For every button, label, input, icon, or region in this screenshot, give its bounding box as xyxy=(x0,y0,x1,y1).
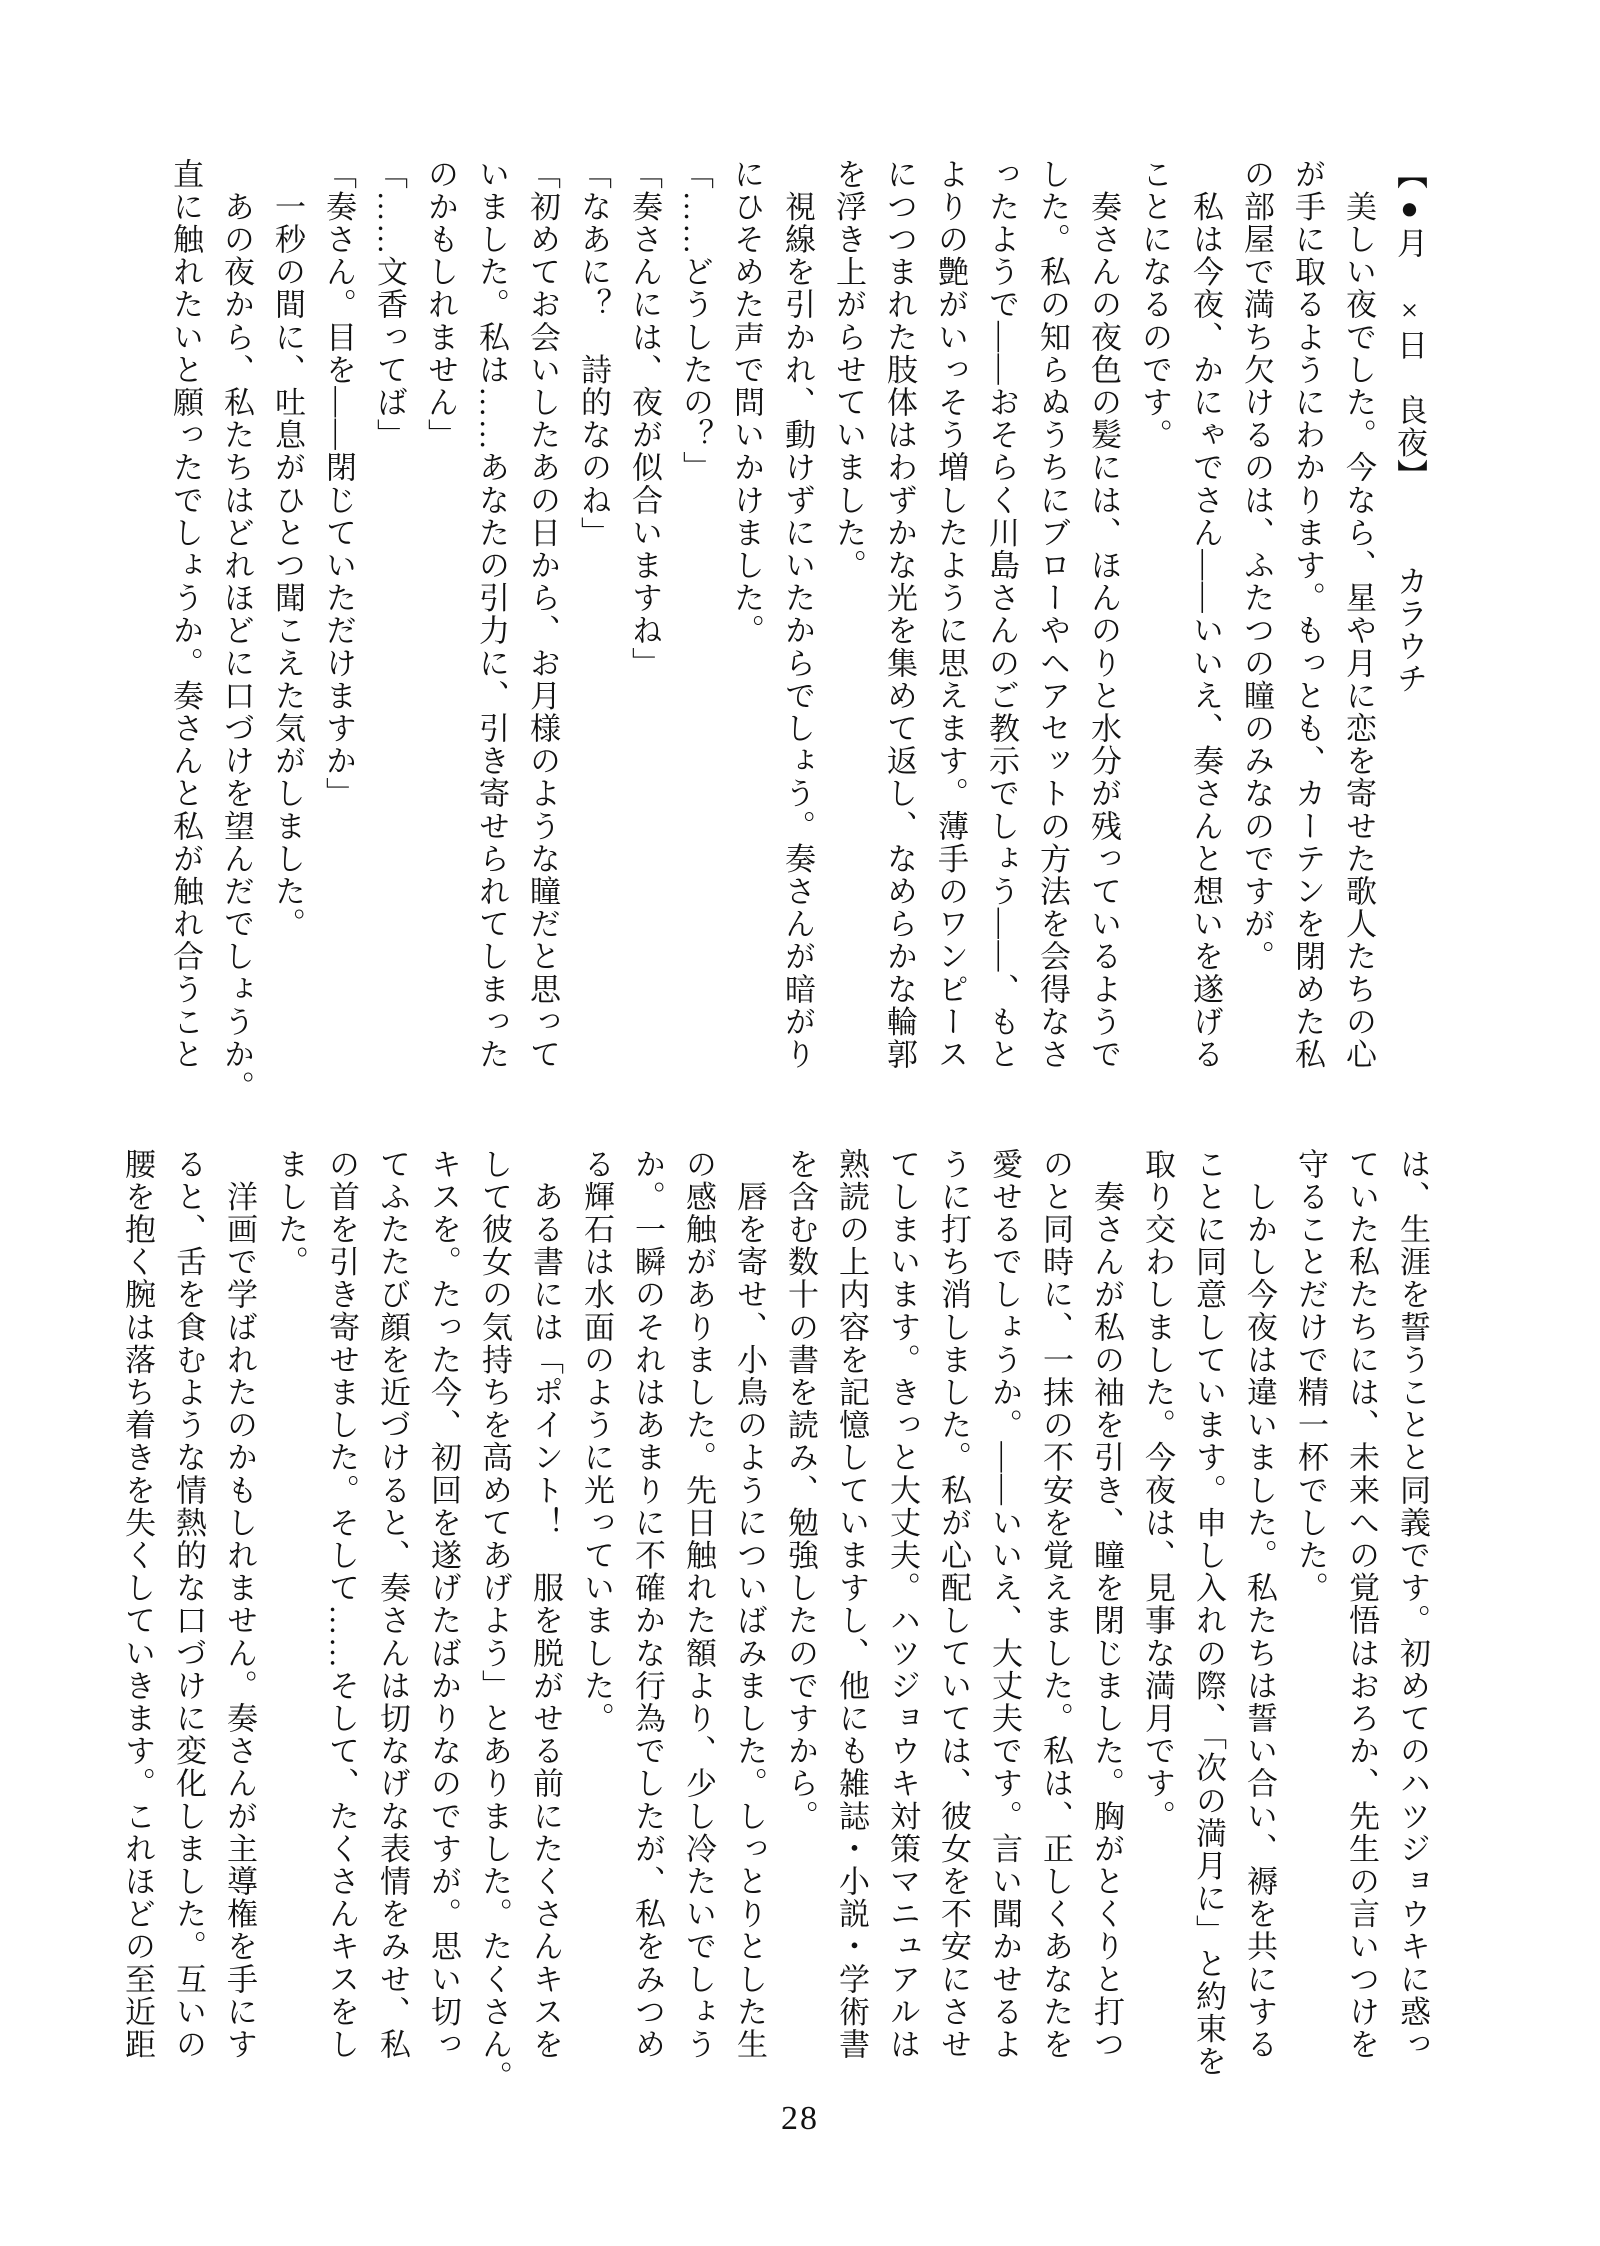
text-line: 一秒の間に、吐息がひとつ聞こえた気がしました。 xyxy=(270,158,305,941)
text-line: 洋画で学ばれたのかもしれません。奏さんが主導権を手にす xyxy=(222,1148,257,2061)
text-line: いました。私は……あなたの引力に、引き寄せられてしまった xyxy=(474,158,509,1071)
section-header xyxy=(1384,158,1435,1100)
text-line: ことになるのです。 xyxy=(1137,158,1172,452)
text-line: 取り交わしました。今夜は、見事な満月です。 xyxy=(1140,1148,1175,1833)
text-line: 「奏さん。目を――閉じていただけますか」 xyxy=(321,158,356,810)
text-line: 「なあに？ 詩的なのね」 xyxy=(576,158,611,550)
text-line: 視線を引かれ、動けずにいたからでしょう。奏さんが暗がり xyxy=(780,158,815,1071)
bottom-text-block xyxy=(112,1148,1438,2100)
text-line: にひそめた声で問いかけました。 xyxy=(729,158,764,647)
text-line: を含む数十の書を読み、勉強したのですから。 xyxy=(783,1148,818,1833)
text-line: る輝石は水面のように光っていました。 xyxy=(579,1148,614,1735)
text-line: ました。 xyxy=(273,1148,308,1279)
top-text-block xyxy=(160,158,1435,1104)
text-line: した。私の知らぬうちにブローやヘアセットの方法を会得なさ xyxy=(1035,158,1070,1071)
author-name: カラウチ xyxy=(1392,565,1427,696)
text-line: 腰を抱く腕は落ち着きを失くしていきます。これほどの至近距 xyxy=(120,1148,155,2061)
text-line: のと同時に、一抹の不安を覚えました。私は、正しくあなたを xyxy=(1038,1148,1073,2061)
text-line: 「……どうしたの？」 xyxy=(678,158,713,484)
text-line: が手に取るようにわかります。もっとも、カーテンを閉めた私 xyxy=(1290,158,1325,1071)
text-line: か。一瞬のそれはあまりに不確かな行為でしたが、私をみつめ xyxy=(630,1148,665,2061)
text-line: ていた私たちには、未来への覚悟はおろか、先生の言いつけを xyxy=(1344,1148,1379,2061)
text-line: の部屋で満ち欠けるのは、ふたつの瞳のみなのですが。 xyxy=(1239,158,1274,973)
text-line: 奏さんの夜色の髪には、ほんのりと水分が残っているようで xyxy=(1086,158,1121,1071)
text-line: 「奏さんには、夜が似合いますね」 xyxy=(627,158,662,680)
text-line: よりの艶がいっそう増したように思えます。薄手のワンピース xyxy=(933,158,968,1071)
text-line: 奏さんが私の袖を引き、瞳を閉じました。胸がとくりと打つ xyxy=(1089,1148,1124,2061)
text-line: キスを。たった今、初回を遂げたばかりなのですが。思い切っ xyxy=(426,1148,461,2061)
text-line: うに打ち消しました。私が心配していては、彼女を不安にさせ xyxy=(936,1148,971,2061)
text-line: は、生涯を誓うことと同義です。初めてのハツジョウキに惑っ xyxy=(1395,1148,1430,2061)
text-line: てふたたび顔を近づけると、奏さんは切なげな表情をみせ、私 xyxy=(375,1148,410,2061)
text-line: ったようで――おそらく川島さんのご教示でしょう――、もと xyxy=(984,158,1019,1071)
text-line: てしまいます。きっと大丈夫。ハツジョウキ対策マニュアルは xyxy=(885,1148,920,2061)
text-line: を浮き上がらせていました。 xyxy=(831,158,866,582)
section-title: 【●月 ×日 良夜】 xyxy=(1392,158,1427,492)
text-line: 「初めてお会いしたあの日から、お月様のような瞳だと思って xyxy=(525,158,560,1071)
text-line: ると、舌を食むような情熱的な口づけに変化しました。互いの xyxy=(171,1148,206,2061)
text-line: ある書には「ポイント！ 服を脱がせる前にたくさんキスを xyxy=(528,1148,563,2061)
text-line: 美しい夜でした。今なら、星や月に恋を寄せた歌人たちの心 xyxy=(1341,158,1376,1071)
text-line: 私は今夜、かにゃでさん――いいえ、奏さんと想いを遂げる xyxy=(1188,158,1223,1071)
text-line: 直に触れたいと願ったでしょうか。奏さんと私が触れ合うこと xyxy=(168,158,203,1071)
text-line: あの夜から、私たちはどれほどに口づけを望んだでしょうか。 xyxy=(219,158,254,1104)
text-line: ことに同意しています。申し入れの際、「次の満月に」と約束を xyxy=(1191,1148,1226,2078)
text-line: の首を引き寄せました。そして……そして、たくさんキスをし xyxy=(324,1148,359,2061)
text-line: につつまれた肢体はわずかな光を集めて返し、なめらかな輪郭 xyxy=(882,158,917,1071)
text-line: 熟読の上内容を記憶していますし、他にも雑誌・小説・学術書 xyxy=(834,1148,869,2061)
text-line: 守ることだけで精一杯でした。 xyxy=(1293,1148,1328,1605)
text-line: の感触がありました。先日触れた額より、少し冷たいでしょう xyxy=(681,1148,716,2061)
text-line: しかし今夜は違いました。私たちは誓い合い、褥を共にする xyxy=(1242,1148,1277,2061)
text-line: 唇を寄せ、小鳥のようについばみました。しっとりとした生 xyxy=(732,1148,767,2061)
text-line: 「……文香ってば」 xyxy=(372,158,407,452)
text-line: のかもしれません」 xyxy=(423,158,458,452)
page-number: 28 xyxy=(781,2100,819,2137)
text-line: して彼女の気持ちを高めてあげよう」とありました。たくさん。 xyxy=(477,1148,512,2094)
text-line: 愛せるでしょうか。――いいえ、大丈夫です。言い聞かせるよ xyxy=(987,1148,1022,2061)
